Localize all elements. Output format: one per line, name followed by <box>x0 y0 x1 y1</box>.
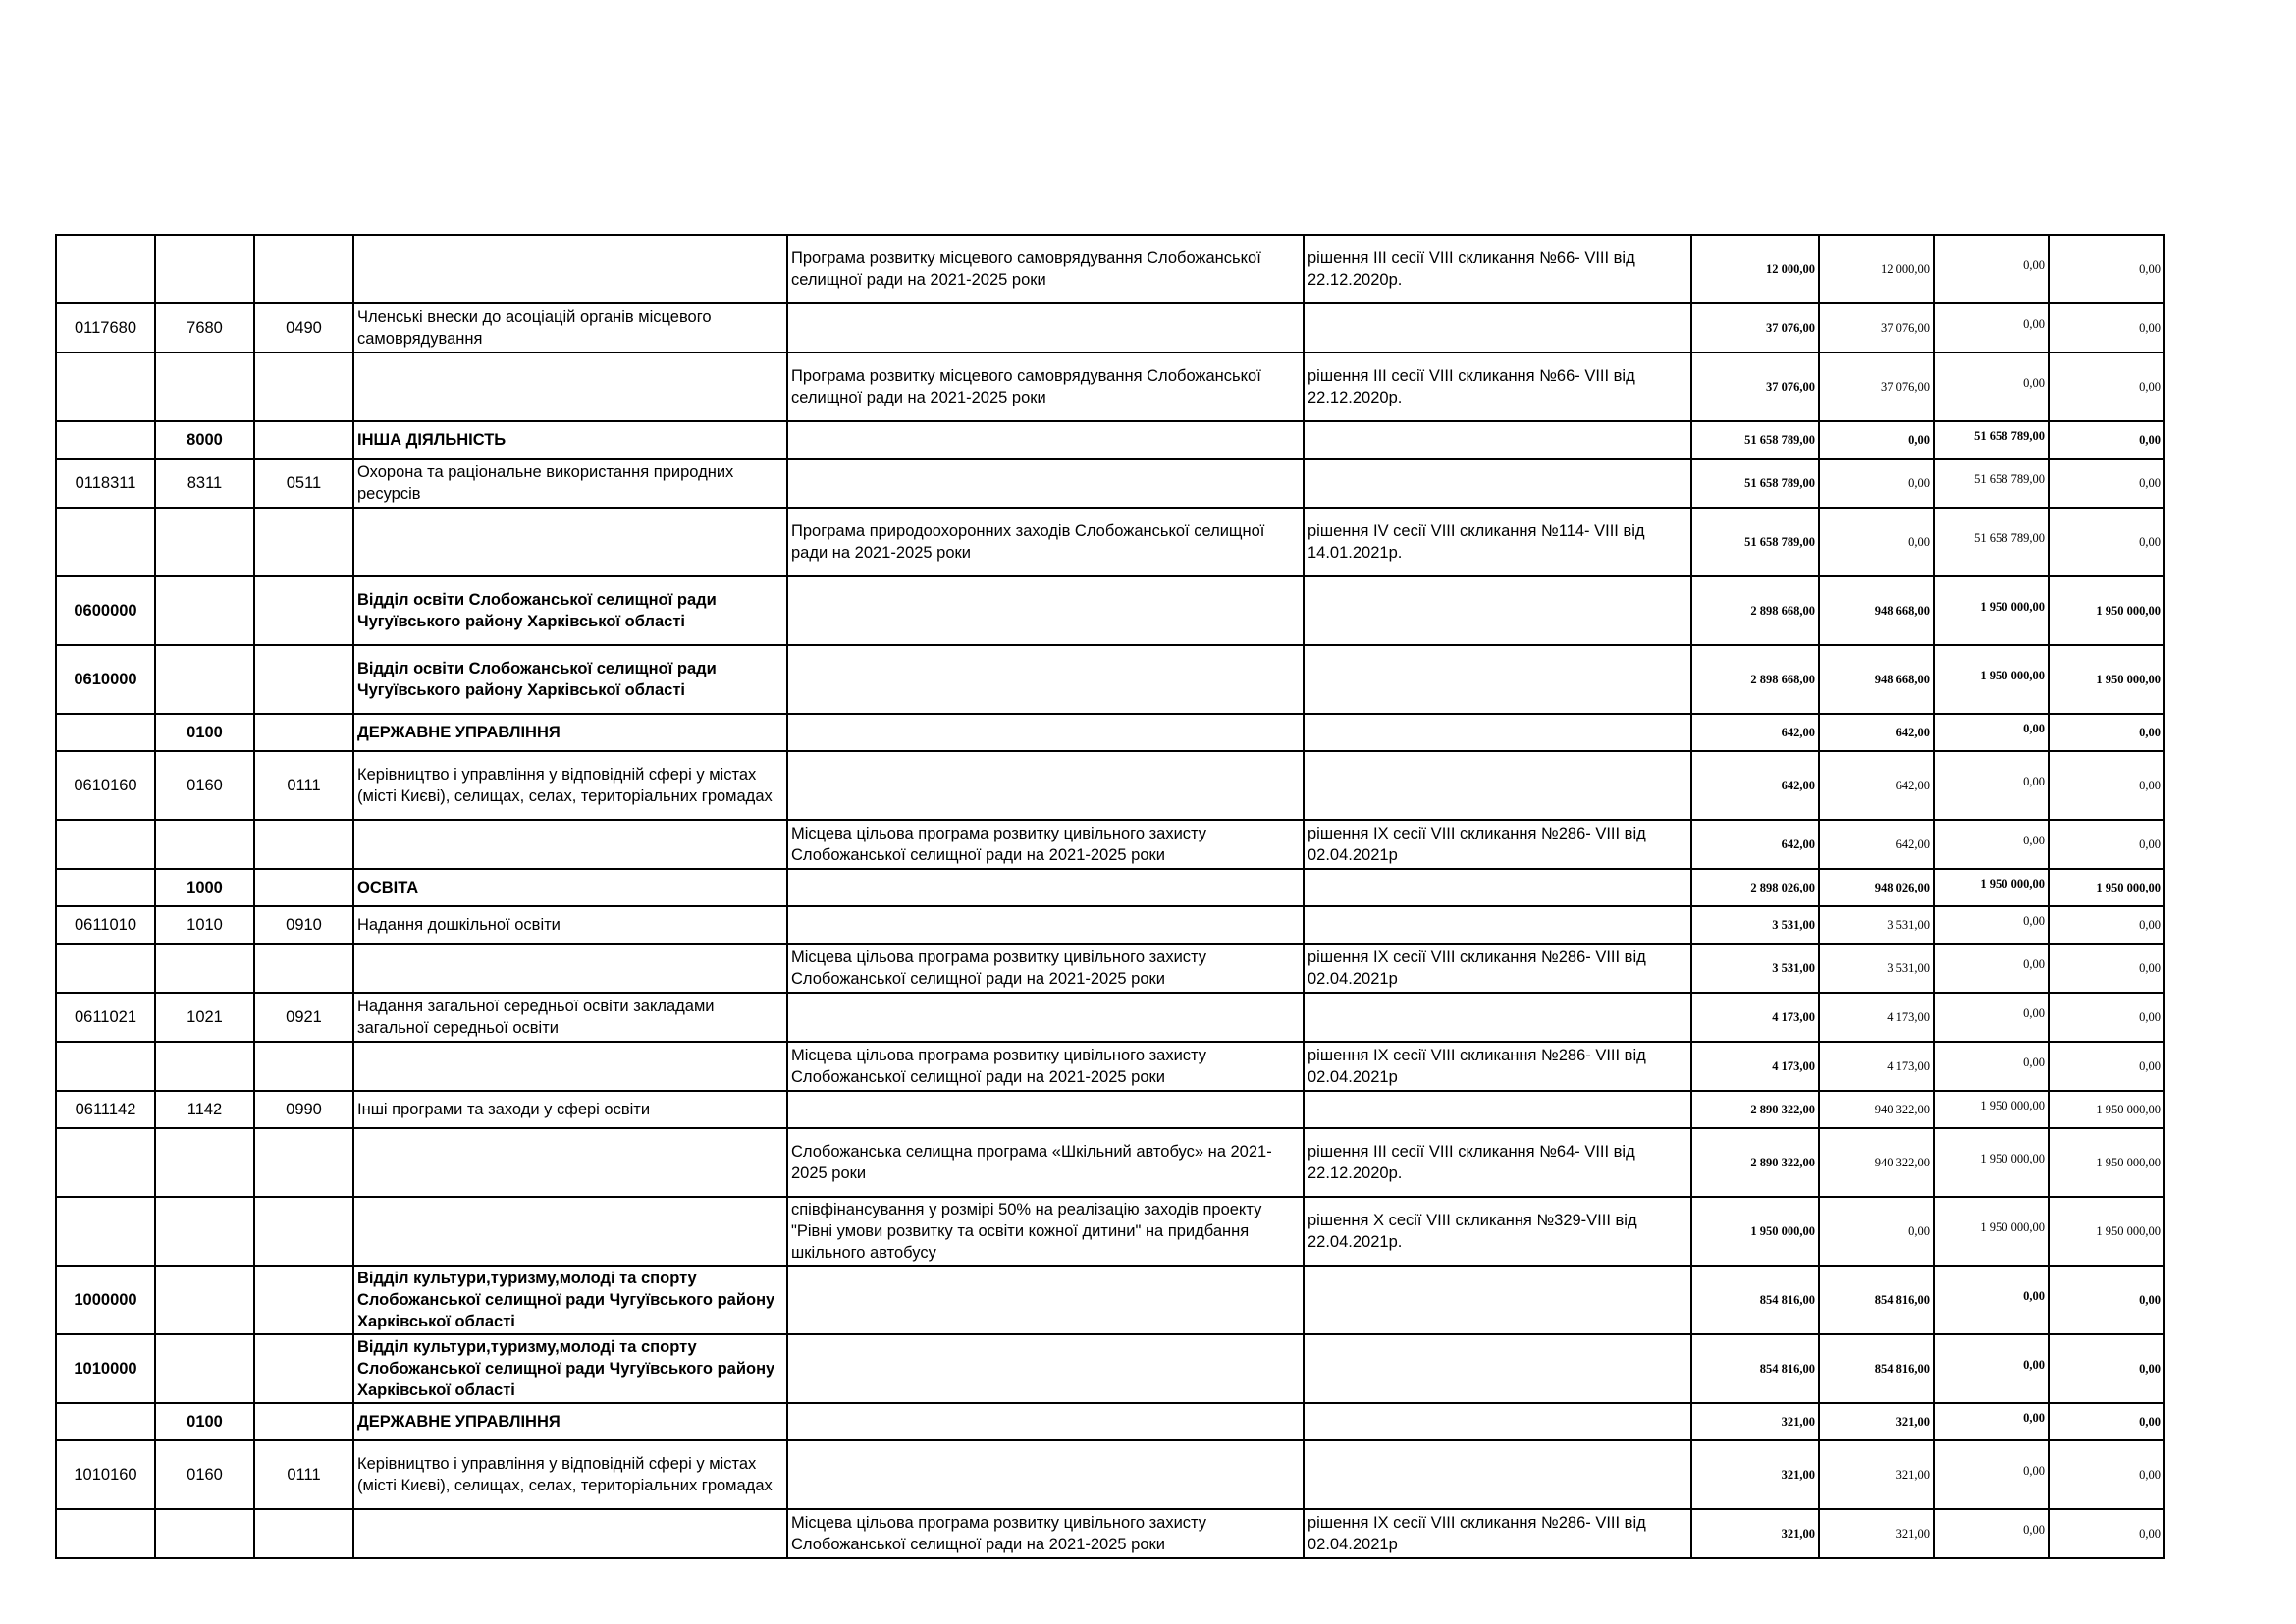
program-code-cell <box>56 1197 155 1266</box>
name-cell: ДЕРЖАВНЕ УПРАВЛІННЯ <box>353 714 787 751</box>
function-code-cell <box>155 820 254 869</box>
table-row <box>56 820 2164 869</box>
program-code-cell: 0118311 <box>56 459 155 508</box>
special-fund-cell: 0,00 <box>1934 906 2049 944</box>
development-budget-cell: 1 950 000,00 <box>2049 576 2164 645</box>
program-cell: Програма розвитку місцевого самоврядування Слобожанської селищної ради на 2021-2025 роки <box>787 352 1304 421</box>
function-code-cell <box>155 1509 254 1558</box>
total-amount-cell: 642,00 <box>1691 751 1819 820</box>
special-fund-cell: 0,00 <box>1934 944 2049 993</box>
classification-code-cell <box>254 1334 353 1403</box>
function-code-cell <box>155 944 254 993</box>
total-amount-cell: 37 076,00 <box>1691 303 1819 352</box>
decision-cell: рішення IX сесії VIII скликання №286- VIII від 02.04.2021р <box>1304 1509 1691 1558</box>
function-code-cell: 1021 <box>155 993 254 1042</box>
classification-code-cell: 0490 <box>254 303 353 352</box>
decision-cell <box>1304 1334 1691 1403</box>
name-cell <box>353 820 787 869</box>
table-row <box>56 421 2164 459</box>
program-code-cell: 1010160 <box>56 1440 155 1509</box>
general-fund-cell: 642,00 <box>1819 751 1934 820</box>
classification-code-cell <box>254 1509 353 1558</box>
program-cell: Місцева цільова програма розвитку цивільного захисту Слобожанської селищної ради на 2021-2025 роки <box>787 1509 1304 1558</box>
decision-cell <box>1304 1091 1691 1128</box>
special-fund-cell: 1 950 000,00 <box>1934 1091 2049 1128</box>
table-row <box>56 993 2164 1042</box>
general-fund-cell: 854 816,00 <box>1819 1266 1934 1334</box>
program-cell <box>787 1091 1304 1128</box>
table-row <box>56 508 2164 576</box>
classification-code-cell: 0910 <box>254 906 353 944</box>
development-budget-cell: 0,00 <box>2049 508 2164 576</box>
total-amount-cell: 51 658 789,00 <box>1691 508 1819 576</box>
decision-cell: рішення IX сесії VIII скликання №286- VIII від 02.04.2021р <box>1304 820 1691 869</box>
table-row <box>56 869 2164 906</box>
general-fund-cell: 3 531,00 <box>1819 906 1934 944</box>
special-fund-cell: 0,00 <box>1934 1266 2049 1334</box>
name-cell <box>353 1128 787 1197</box>
decision-cell <box>1304 1440 1691 1509</box>
total-amount-cell: 854 816,00 <box>1691 1334 1819 1403</box>
total-amount-cell: 12 000,00 <box>1691 235 1819 303</box>
decision-cell <box>1304 993 1691 1042</box>
program-cell <box>787 421 1304 459</box>
table-row <box>56 1091 2164 1128</box>
table-row <box>56 352 2164 421</box>
program-code-cell <box>56 235 155 303</box>
classification-code-cell <box>254 1197 353 1266</box>
total-amount-cell: 321,00 <box>1691 1509 1819 1558</box>
special-fund-cell: 0,00 <box>1934 1403 2049 1440</box>
classification-code-cell: 0921 <box>254 993 353 1042</box>
general-fund-cell: 12 000,00 <box>1819 235 1934 303</box>
program-code-cell <box>56 421 155 459</box>
function-code-cell: 0160 <box>155 1440 254 1509</box>
classification-code-cell <box>254 421 353 459</box>
classification-code-cell <box>254 1403 353 1440</box>
program-code-cell: 0610000 <box>56 645 155 714</box>
general-fund-cell: 854 816,00 <box>1819 1334 1934 1403</box>
program-cell <box>787 1266 1304 1334</box>
function-code-cell: 1010 <box>155 906 254 944</box>
special-fund-cell: 0,00 <box>1934 1440 2049 1509</box>
table-row <box>56 1509 2164 1558</box>
total-amount-cell: 2 898 668,00 <box>1691 645 1819 714</box>
development-budget-cell: 0,00 <box>2049 303 2164 352</box>
classification-code-cell <box>254 714 353 751</box>
total-amount-cell: 51 658 789,00 <box>1691 421 1819 459</box>
development-budget-cell: 0,00 <box>2049 714 2164 751</box>
document-page <box>55 234 2165 1559</box>
general-fund-cell: 37 076,00 <box>1819 352 1934 421</box>
program-cell <box>787 1440 1304 1509</box>
decision-cell: рішення IX сесії VIII скликання №286- VIII від 02.04.2021р <box>1304 944 1691 993</box>
classification-code-cell: 0511 <box>254 459 353 508</box>
decision-cell <box>1304 459 1691 508</box>
function-code-cell <box>155 576 254 645</box>
general-fund-cell: 321,00 <box>1819 1509 1934 1558</box>
name-cell <box>353 1509 787 1558</box>
function-code-cell <box>155 645 254 714</box>
decision-cell: рішення IX сесії VIII скликання №286- VIII від 02.04.2021р <box>1304 1042 1691 1091</box>
decision-cell <box>1304 714 1691 751</box>
name-cell <box>353 1197 787 1266</box>
program-code-cell: 0611021 <box>56 993 155 1042</box>
general-fund-cell: 0,00 <box>1819 508 1934 576</box>
name-cell <box>353 352 787 421</box>
classification-code-cell <box>254 645 353 714</box>
decision-cell <box>1304 869 1691 906</box>
name-cell <box>353 508 787 576</box>
classification-code-cell <box>254 1266 353 1334</box>
special-fund-cell: 1 950 000,00 <box>1934 869 2049 906</box>
table-row <box>56 944 2164 993</box>
total-amount-cell: 854 816,00 <box>1691 1266 1819 1334</box>
development-budget-cell: 0,00 <box>2049 235 2164 303</box>
development-budget-cell: 1 950 000,00 <box>2049 645 2164 714</box>
name-cell: Відділ культури,туризму,молоді та спорту Слобожанської селищної ради Чугуївського району Харківської області <box>353 1334 787 1403</box>
table-row <box>56 303 2164 352</box>
table-row <box>56 1128 2164 1197</box>
name-cell: Відділ освіти Слобожанської селищної ради Чугуївського району Харківської області <box>353 645 787 714</box>
table-row <box>56 235 2164 303</box>
development-budget-cell: 0,00 <box>2049 1509 2164 1558</box>
table-row <box>56 645 2164 714</box>
special-fund-cell: 1 950 000,00 <box>1934 1197 2049 1266</box>
function-code-cell: 0100 <box>155 1403 254 1440</box>
name-cell: Надання дошкільної освіти <box>353 906 787 944</box>
name-cell: Охорона та раціональне використання природних ресурсів <box>353 459 787 508</box>
decision-cell: рішення IV сесії VIII скликання №114- VIII від 14.01.2021р. <box>1304 508 1691 576</box>
program-code-cell <box>56 1403 155 1440</box>
function-code-cell <box>155 508 254 576</box>
program-code-cell: 0600000 <box>56 576 155 645</box>
program-cell <box>787 993 1304 1042</box>
program-cell: Місцева цільова програма розвитку цивільного захисту Слобожанської селищної ради на 2021-2025 роки <box>787 944 1304 993</box>
name-cell: ДЕРЖАВНЕ УПРАВЛІННЯ <box>353 1403 787 1440</box>
general-fund-cell: 642,00 <box>1819 820 1934 869</box>
development-budget-cell: 1 950 000,00 <box>2049 1197 2164 1266</box>
program-cell: Місцева цільова програма розвитку цивільного захисту Слобожанської селищної ради на 2021-2025 роки <box>787 1042 1304 1091</box>
program-code-cell: 0611142 <box>56 1091 155 1128</box>
program-code-cell <box>56 944 155 993</box>
general-fund-cell: 940 322,00 <box>1819 1091 1934 1128</box>
development-budget-cell: 0,00 <box>2049 1403 2164 1440</box>
program-cell <box>787 869 1304 906</box>
classification-code-cell <box>254 1042 353 1091</box>
total-amount-cell: 3 531,00 <box>1691 906 1819 944</box>
development-budget-cell: 0,00 <box>2049 993 2164 1042</box>
name-cell: Відділ культури,туризму,молоді та спорту Слобожанської селищної ради Чугуївського району Харківської області <box>353 1266 787 1334</box>
table-row <box>56 1440 2164 1509</box>
special-fund-cell: 0,00 <box>1934 751 2049 820</box>
general-fund-cell: 3 531,00 <box>1819 944 1934 993</box>
program-cell: Місцева цільова програма розвитку цивільного захисту Слобожанської селищної ради на 2021-2025 роки <box>787 820 1304 869</box>
general-fund-cell: 948 026,00 <box>1819 869 1934 906</box>
special-fund-cell: 0,00 <box>1934 1509 2049 1558</box>
program-cell: Програма природоохоронних заходів Слобожанської селищної ради на 2021-2025 роки <box>787 508 1304 576</box>
name-cell <box>353 235 787 303</box>
development-budget-cell: 0,00 <box>2049 1440 2164 1509</box>
function-code-cell <box>155 1197 254 1266</box>
function-code-cell: 8000 <box>155 421 254 459</box>
classification-code-cell: 0111 <box>254 751 353 820</box>
total-amount-cell: 4 173,00 <box>1691 993 1819 1042</box>
special-fund-cell: 0,00 <box>1934 303 2049 352</box>
program-code-cell <box>56 508 155 576</box>
classification-code-cell <box>254 352 353 421</box>
development-budget-cell: 0,00 <box>2049 1042 2164 1091</box>
total-amount-cell: 2 898 026,00 <box>1691 869 1819 906</box>
special-fund-cell: 0,00 <box>1934 714 2049 751</box>
table-row <box>56 714 2164 751</box>
budget-programs-table <box>55 234 2165 1559</box>
table-row <box>56 1334 2164 1403</box>
table-row <box>56 1403 2164 1440</box>
decision-cell <box>1304 645 1691 714</box>
program-cell <box>787 714 1304 751</box>
classification-code-cell: 0111 <box>254 1440 353 1509</box>
function-code-cell <box>155 235 254 303</box>
decision-cell <box>1304 906 1691 944</box>
decision-cell: рішення III сесії VIII скликання №66- VIII від 22.12.2020р. <box>1304 352 1691 421</box>
decision-cell <box>1304 576 1691 645</box>
special-fund-cell: 1 950 000,00 <box>1934 576 2049 645</box>
table-row <box>56 1197 2164 1266</box>
table-row <box>56 459 2164 508</box>
development-budget-cell: 0,00 <box>2049 820 2164 869</box>
program-cell <box>787 1334 1304 1403</box>
general-fund-cell: 948 668,00 <box>1819 576 1934 645</box>
name-cell: Керівництво і управління у відповідній сфері у містах (місті Києві), селищах, селах, територіальних громадах <box>353 751 787 820</box>
name-cell: Членські внески до асоціацій органів місцевого самоврядування <box>353 303 787 352</box>
general-fund-cell: 37 076,00 <box>1819 303 1934 352</box>
program-cell <box>787 645 1304 714</box>
function-code-cell: 1000 <box>155 869 254 906</box>
special-fund-cell: 1 950 000,00 <box>1934 1128 2049 1197</box>
decision-cell <box>1304 751 1691 820</box>
general-fund-cell: 321,00 <box>1819 1403 1934 1440</box>
general-fund-cell: 4 173,00 <box>1819 1042 1934 1091</box>
decision-cell: рішення X сесії VIII скликання №329-VIII від 22.04.2021р. <box>1304 1197 1691 1266</box>
name-cell: Надання загальної середньої освіти закладами загальної середньої освіти <box>353 993 787 1042</box>
program-cell <box>787 303 1304 352</box>
table-row <box>56 906 2164 944</box>
special-fund-cell: 0,00 <box>1934 1334 2049 1403</box>
decision-cell <box>1304 421 1691 459</box>
general-fund-cell: 940 322,00 <box>1819 1128 1934 1197</box>
program-code-cell <box>56 1042 155 1091</box>
classification-code-cell <box>254 944 353 993</box>
name-cell: Відділ освіти Слобожанської селищної ради Чугуївського району Харківської області <box>353 576 787 645</box>
table-row <box>56 576 2164 645</box>
program-cell <box>787 751 1304 820</box>
total-amount-cell: 321,00 <box>1691 1403 1819 1440</box>
program-code-cell: 0611010 <box>56 906 155 944</box>
function-code-cell: 7680 <box>155 303 254 352</box>
general-fund-cell: 0,00 <box>1819 459 1934 508</box>
development-budget-cell: 0,00 <box>2049 751 2164 820</box>
program-cell: співфінансування у розмірі 50% на реалізацію заходів проекту "Рівні умови розвитку та освіти кожної дитини" на придбання шкільного автобусу <box>787 1197 1304 1266</box>
name-cell <box>353 1042 787 1091</box>
program-code-cell: 1000000 <box>56 1266 155 1334</box>
name-cell: ІНША ДІЯЛЬНІСТЬ <box>353 421 787 459</box>
decision-cell: рішення III сесії VIII скликання №66- VIII від 22.12.2020р. <box>1304 235 1691 303</box>
name-cell: Інші програми та заходи у сфері освіти <box>353 1091 787 1128</box>
decision-cell <box>1304 1403 1691 1440</box>
total-amount-cell: 3 531,00 <box>1691 944 1819 993</box>
function-code-cell: 0100 <box>155 714 254 751</box>
program-cell <box>787 906 1304 944</box>
general-fund-cell: 948 668,00 <box>1819 645 1934 714</box>
classification-code-cell <box>254 820 353 869</box>
development-budget-cell: 0,00 <box>2049 421 2164 459</box>
program-cell: Програма розвитку місцевого самоврядування Слобожанської селищної ради на 2021-2025 роки <box>787 235 1304 303</box>
function-code-cell <box>155 352 254 421</box>
special-fund-cell: 51 658 789,00 <box>1934 421 2049 459</box>
classification-code-cell <box>254 869 353 906</box>
special-fund-cell: 1 950 000,00 <box>1934 645 2049 714</box>
program-cell <box>787 459 1304 508</box>
function-code-cell: 1142 <box>155 1091 254 1128</box>
program-code-cell: 1010000 <box>56 1334 155 1403</box>
special-fund-cell: 51 658 789,00 <box>1934 508 2049 576</box>
special-fund-cell: 0,00 <box>1934 352 2049 421</box>
total-amount-cell: 1 950 000,00 <box>1691 1197 1819 1266</box>
classification-code-cell: 0990 <box>254 1091 353 1128</box>
general-fund-cell: 642,00 <box>1819 714 1934 751</box>
function-code-cell: 8311 <box>155 459 254 508</box>
table-row <box>56 1042 2164 1091</box>
development-budget-cell: 0,00 <box>2049 352 2164 421</box>
function-code-cell <box>155 1042 254 1091</box>
special-fund-cell: 51 658 789,00 <box>1934 459 2049 508</box>
special-fund-cell: 0,00 <box>1934 235 2049 303</box>
table-row <box>56 751 2164 820</box>
development-budget-cell: 1 950 000,00 <box>2049 1128 2164 1197</box>
total-amount-cell: 642,00 <box>1691 714 1819 751</box>
special-fund-cell: 0,00 <box>1934 993 2049 1042</box>
total-amount-cell: 2 898 668,00 <box>1691 576 1819 645</box>
decision-cell <box>1304 303 1691 352</box>
name-cell: ОСВІТА <box>353 869 787 906</box>
program-code-cell <box>56 714 155 751</box>
program-code-cell: 0117680 <box>56 303 155 352</box>
development-budget-cell: 1 950 000,00 <box>2049 1091 2164 1128</box>
function-code-cell <box>155 1128 254 1197</box>
total-amount-cell: 321,00 <box>1691 1440 1819 1509</box>
classification-code-cell <box>254 508 353 576</box>
development-budget-cell: 0,00 <box>2049 906 2164 944</box>
development-budget-cell: 0,00 <box>2049 944 2164 993</box>
name-cell <box>353 944 787 993</box>
program-code-cell: 0610160 <box>56 751 155 820</box>
development-budget-cell: 0,00 <box>2049 1266 2164 1334</box>
program-code-cell <box>56 1509 155 1558</box>
total-amount-cell: 37 076,00 <box>1691 352 1819 421</box>
program-code-cell <box>56 820 155 869</box>
program-code-cell <box>56 869 155 906</box>
classification-code-cell <box>254 576 353 645</box>
function-code-cell: 0160 <box>155 751 254 820</box>
program-code-cell <box>56 352 155 421</box>
function-code-cell <box>155 1266 254 1334</box>
name-cell: Керівництво і управління у відповідній сфері у містах (місті Києві), селищах, селах, територіальних громадах <box>353 1440 787 1509</box>
classification-code-cell <box>254 235 353 303</box>
development-budget-cell: 1 950 000,00 <box>2049 869 2164 906</box>
decision-cell <box>1304 1266 1691 1334</box>
development-budget-cell: 0,00 <box>2049 459 2164 508</box>
general-fund-cell: 0,00 <box>1819 1197 1934 1266</box>
function-code-cell <box>155 1334 254 1403</box>
program-code-cell <box>56 1128 155 1197</box>
total-amount-cell: 4 173,00 <box>1691 1042 1819 1091</box>
classification-code-cell <box>254 1128 353 1197</box>
total-amount-cell: 642,00 <box>1691 820 1819 869</box>
decision-cell: рішення III сесії VIII скликання №64- VIII від 22.12.2020р. <box>1304 1128 1691 1197</box>
special-fund-cell: 0,00 <box>1934 1042 2049 1091</box>
total-amount-cell: 2 890 322,00 <box>1691 1091 1819 1128</box>
table-row <box>56 1266 2164 1334</box>
general-fund-cell: 321,00 <box>1819 1440 1934 1509</box>
program-cell <box>787 1403 1304 1440</box>
development-budget-cell: 0,00 <box>2049 1334 2164 1403</box>
program-cell <box>787 576 1304 645</box>
program-cell: Слобожанська селищна програма «Шкільний автобус» на 2021-2025 роки <box>787 1128 1304 1197</box>
total-amount-cell: 51 658 789,00 <box>1691 459 1819 508</box>
general-fund-cell: 4 173,00 <box>1819 993 1934 1042</box>
total-amount-cell: 2 890 322,00 <box>1691 1128 1819 1197</box>
general-fund-cell: 0,00 <box>1819 421 1934 459</box>
special-fund-cell: 0,00 <box>1934 820 2049 869</box>
